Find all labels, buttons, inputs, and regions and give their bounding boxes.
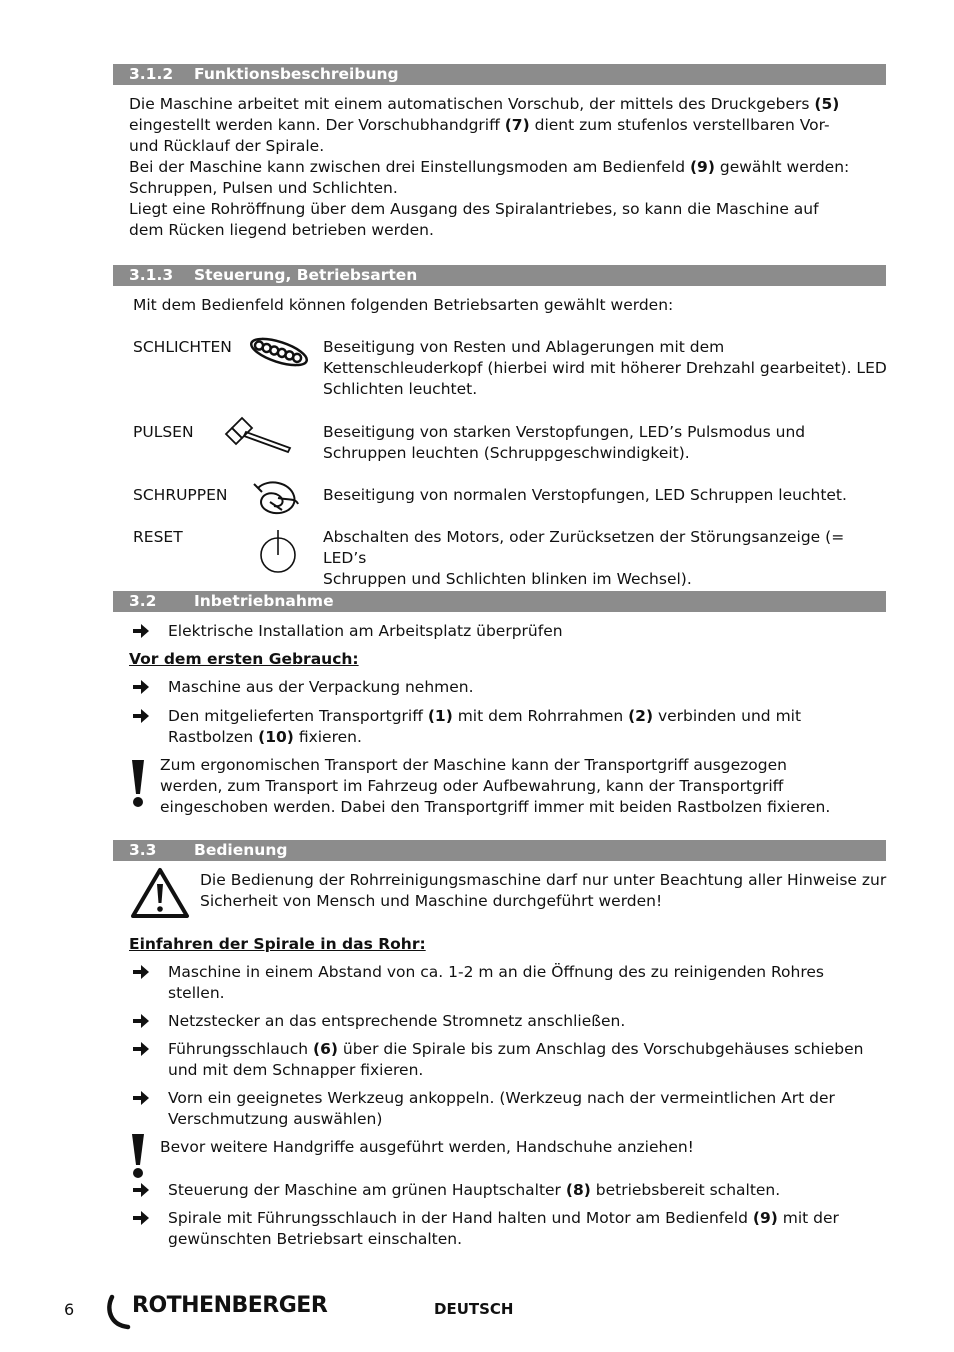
text-line: Maschine in einem Abstand von ca. 1-2 m an die Öffnung des zu reinigenden Rohres — [168, 963, 824, 981]
text-line: Zum ergonomischen Transport der Maschine kann der Transportgriff ausgezogen — [160, 756, 787, 774]
arrow-right-icon — [133, 1091, 149, 1105]
mode-desc-schruppen — [323, 485, 888, 506]
language-label: DEUTSCH — [434, 1300, 514, 1318]
section-header-3-1-3 — [113, 265, 886, 286]
subheading-erster-gebrauch: Vor dem ersten Gebrauch: — [129, 650, 359, 668]
text-line: Schruppen und Schlichten blinken im Wechsel). — [323, 570, 692, 588]
text-line: Die Maschine arbeitet mit einem automatischen Vorschub, der mittels des Druckgebers (5) — [129, 95, 840, 113]
list-item: Maschine aus der Verpackung nehmen. — [168, 678, 474, 696]
text-line: Beseitigung von starken Verstopfungen, LED’s Pulsmodus und — [323, 423, 806, 441]
list-item: Netzstecker an das entsprechende Stromnetz anschließen. — [168, 1012, 626, 1030]
arrow-right-icon — [133, 1014, 149, 1028]
arrow-right-icon — [133, 709, 149, 723]
list-item — [168, 1208, 868, 1250]
text-line: und mit dem Schnapper fixieren. — [168, 1061, 424, 1079]
arrow-right-icon — [133, 624, 149, 638]
text-line: Beseitigung von normalen Verstopfungen, LED Schruppen leuchtet. — [323, 486, 847, 504]
list-item — [168, 1180, 868, 1201]
mode-label-pulsen: PULSEN — [133, 423, 194, 441]
page-number: 6 — [64, 1300, 75, 1319]
text-line: eingestellt werden kann. Der Vorschubhandgriff (7) dient zum stufenlos verstellbaren Vor- — [129, 116, 830, 134]
arrow-right-icon — [133, 1042, 149, 1056]
text-line: und Rücklauf der Spirale. — [129, 137, 325, 155]
list-item — [168, 962, 868, 1004]
mode-desc-pulsen — [323, 422, 888, 464]
list-item — [168, 706, 868, 748]
list-item: Elektrische Installation am Arbeitsplatz überprüfen — [168, 622, 563, 640]
text-line: Schlichten leuchtet. — [323, 380, 478, 398]
section-title: Steuerung, Betriebsarten — [194, 266, 418, 284]
section-number: 3.3 — [129, 841, 157, 859]
arrow-right-icon — [133, 1183, 149, 1197]
list-item — [168, 1088, 868, 1130]
mode-label-schruppen: SCHRUPPEN — [133, 486, 228, 504]
text-line: Verschmutzung auswählen) — [168, 1110, 383, 1128]
warning-triangle-icon — [129, 866, 191, 920]
brand-name: ROTHENBERGER — [132, 1293, 328, 1318]
power-icon — [256, 528, 300, 576]
arrow-right-icon — [133, 680, 149, 694]
spiral-icon — [248, 476, 304, 520]
mode-desc-schlichten — [323, 337, 888, 400]
mode-desc-reset — [323, 527, 888, 590]
chain-head-icon — [246, 332, 312, 372]
arrow-right-icon — [133, 1211, 149, 1225]
text-line: Rastbolzen (10) fixieren. — [168, 728, 362, 746]
steuerung-intro: Mit dem Bedienfeld können folgenden Betriebsarten gewählt werden: — [133, 296, 674, 314]
exclamation-icon — [129, 1132, 147, 1180]
text-line: gewünschten Betriebsart einschalten. — [168, 1230, 462, 1248]
text-line: werden, zum Transport im Fahrzeug oder Aufbewahrung, kann der Transportgriff — [160, 777, 784, 795]
section-header-3-3 — [113, 840, 886, 861]
text-line: Sicherheit von Mensch und Maschine durchgeführt werden! — [200, 892, 663, 910]
arrow-right-icon — [133, 965, 149, 979]
hammer-icon — [222, 412, 294, 456]
section-header-3-2 — [113, 591, 886, 612]
section-title: Bedienung — [194, 841, 288, 859]
text-line: Bei der Maschine kann zwischen drei Einstellungsmoden am Bedienfeld (9) gewählt werden: — [129, 158, 850, 176]
text-line: dem Rücken liegend betrieben werden. — [129, 221, 434, 239]
text-line: eingeschoben werden. Dabei den Transportgriff immer mit beiden Rastbolzen fixieren. — [160, 798, 831, 816]
text-line: Abschalten des Motors, oder Zurücksetzen der Störungsanzeige (= LED’s — [323, 528, 845, 567]
section-header-3-1-2 — [113, 64, 886, 85]
text-line: Die Bedienung der Rohrreinigungsmaschine darf nur unter Beachtung aller Hinweise zur — [200, 871, 887, 889]
section-number: 3.1.3 — [129, 266, 174, 284]
section-title: Funktionsbeschreibung — [194, 65, 399, 83]
text-line: Steuerung der Maschine am grünen Hauptschalter (8) betriebsbereit schalten. — [168, 1181, 781, 1199]
transport-note — [160, 755, 880, 818]
section-title: Inbetriebnahme — [194, 592, 334, 610]
section-number: 3.1.2 — [129, 65, 174, 83]
list-item — [168, 1039, 868, 1081]
funktion-paragraph — [129, 94, 869, 241]
text-line: Den mitgelieferten Transportgriff (1) mit dem Rohrrahmen (2) verbinden und mit — [168, 707, 802, 725]
text-line: stellen. — [168, 984, 225, 1002]
gloves-note: Bevor weitere Handgriffe ausgeführt werden, Handschuhe anziehen! — [160, 1138, 694, 1156]
mode-label-schlichten: SCHLICHTEN — [133, 338, 232, 356]
text-line: Beseitigung von Resten und Ablagerungen mit dem — [323, 338, 725, 356]
mode-label-reset: RESET — [133, 528, 183, 546]
text-line: Spirale mit Führungsschlauch in der Hand halten und Motor am Bedienfeld (9) mit der — [168, 1209, 839, 1227]
safety-warning — [200, 870, 890, 912]
text-line: Vorn ein geeignetes Werkzeug ankoppeln. (Werkzeug nach der vermeintlichen Art der — [168, 1089, 835, 1107]
text-line: Führungsschlauch (6) über die Spirale bis zum Anschlag des Vorschubgehäuses schieben — [168, 1040, 864, 1058]
text-line: Schruppen, Pulsen und Schlichten. — [129, 179, 398, 197]
text-line: Schruppen leuchten (Schruppgeschwindigkeit). — [323, 444, 690, 462]
section-number: 3.2 — [129, 592, 157, 610]
text-line: Liegt eine Rohröffnung über dem Ausgang des Spiralantriebes, so kann die Maschine auf — [129, 200, 819, 218]
subheading-einfahren: Einfahren der Spirale in das Rohr: — [129, 935, 426, 953]
exclamation-icon — [129, 758, 147, 808]
text-line: Kettenschleuderkopf (hierbei wird mit höherer Drehzahl gearbeitet). LED — [323, 359, 887, 377]
